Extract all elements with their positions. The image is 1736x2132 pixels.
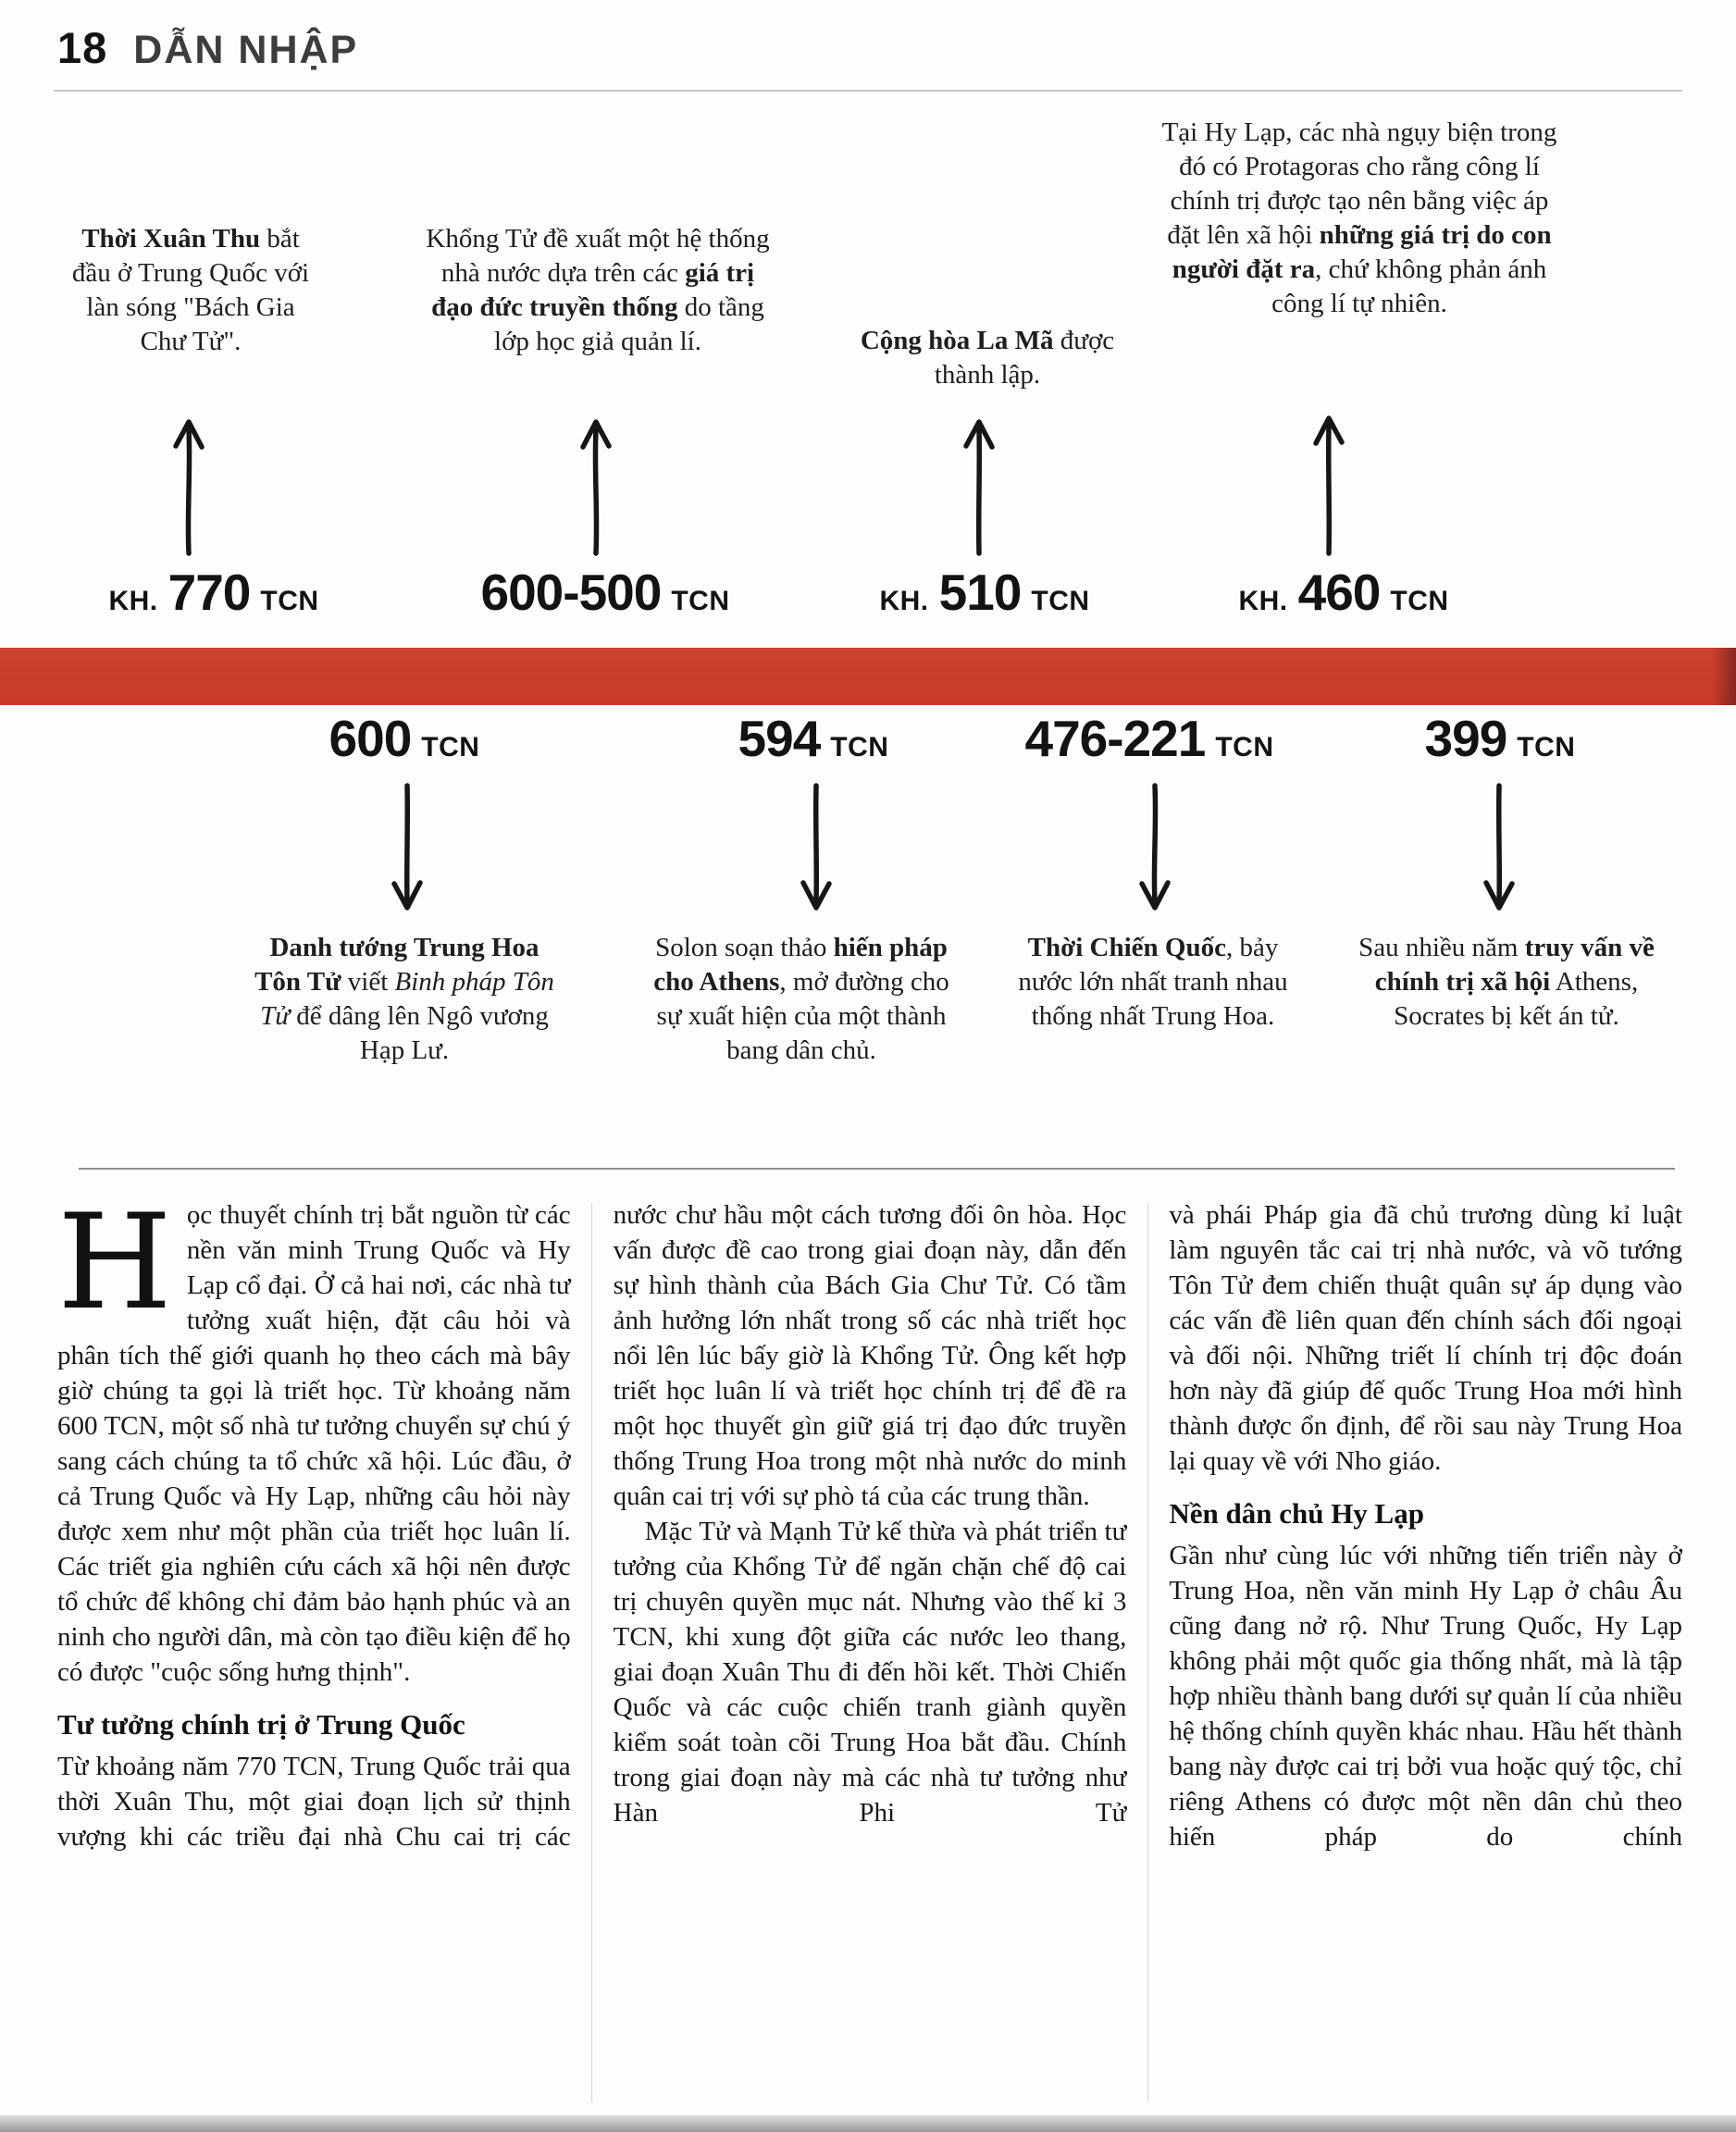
paragraph: Mặc Tử và Mạnh Tử kế thừa và phát triển tư tưởng của Khổng Tử để ngăn chặn chế độ cai trị chuyên quyền mục nát. Nhưng vào thế kỉ 3 TCN, khi xung đột giữa các nước leo thang, giai đoạn Xuân Thu đi đến hồi kết. Thời Chiến Quốc và các cuộc chiến tranh giành quyền kiểm soát toàn cõi Trung Hoa bắt đầu. Chính trong giai đoạn này mà các nhà tư tưởng như Hàn Phi Tử bbox=[613, 1517, 1127, 1828]
timeline-event-bottom-476-221: Thời Chiến Quốc, bảy nước lớn nhất tranh nhau thống nhất Trung Hoa. bbox=[1018, 933, 1288, 1031]
date-prefix: KH. bbox=[1238, 586, 1288, 616]
date-prefix: KH. bbox=[108, 586, 158, 616]
timeline-date-476-221 bbox=[1005, 709, 1294, 768]
page-header bbox=[57, 22, 358, 73]
paragraph: Từ khoảng năm 770 TCN, Trung Quốc trải qua thời Xuân Thu, một giai đoạn lịch sử thịnh vượng khi các triều đại nhà Chu cai trị các bbox=[57, 1752, 571, 1852]
date-era: TCN bbox=[1215, 732, 1274, 762]
timeline-event-bottom-399: Sau nhiều năm truy vấn về chính trị xã hội Athens, Socrates bị kết án tử. bbox=[1358, 933, 1655, 1031]
timeline-date-770 bbox=[94, 563, 333, 622]
timeline-date-600-500 bbox=[461, 563, 750, 622]
date-value: 399 bbox=[1424, 710, 1507, 767]
down-arrow-icon bbox=[1479, 782, 1519, 913]
date-value: 594 bbox=[738, 710, 821, 767]
timeline-date-594 bbox=[713, 709, 914, 768]
timeline-date-510 bbox=[863, 563, 1106, 622]
date-era: TCN bbox=[1031, 586, 1090, 616]
timeline-event-top-510: Cộng hòa La Mã được thành lập. bbox=[860, 326, 1115, 390]
up-arrow-icon bbox=[1308, 413, 1349, 557]
date-era: TCN bbox=[421, 732, 480, 762]
timeline-date-460 bbox=[1220, 563, 1468, 622]
date-prefix: KH. bbox=[879, 586, 929, 616]
subheading-china: Tư tưởng chính trị ở Trung Quốc bbox=[57, 1708, 465, 1741]
article-top-divider bbox=[79, 1168, 1675, 1170]
up-arrow-icon bbox=[576, 416, 616, 557]
down-arrow-icon bbox=[1135, 782, 1175, 913]
date-era: TCN bbox=[830, 732, 889, 762]
up-arrow-icon bbox=[959, 416, 999, 557]
date-value: 460 bbox=[1297, 564, 1381, 621]
timeline-event-top-770: Thời Xuân Thu bắt đầu ở Trung Quốc với làn sóng "Bách Gia Chư Tử". bbox=[71, 224, 310, 356]
date-value: 600 bbox=[329, 710, 412, 767]
intro-paragraph bbox=[57, 1197, 571, 1690]
timeline-date-600 bbox=[304, 709, 505, 768]
chapter-title: DẪN NHẬP bbox=[133, 28, 359, 72]
paragraph: Gần như cùng lúc với những tiến triển này ở Trung Hoa, nền văn minh Hy Lạp ở châu Âu cũng đang nở rộ. Như Trung Quốc, Hy Lạp không phải một quốc gia thống nhất, mà là tập hợp nhiều thành bang dưới sự quản lí của nhiều hệ thống chính quyền khác nhau. Hầu hết thành bang này được cai trị bởi vua hoặc quý tộc, chỉ riêng Athens có được một nền dân chủ theo hiến pháp do chính bbox=[1169, 1541, 1682, 1852]
timeline-event-bottom-600: Danh tướng Trung Hoa Tôn Tử viết Binh pháp Tôn Tử để dâng lên Ngô vương Hạp Lư. bbox=[254, 933, 554, 1065]
timeline-event-top-600-500: Khổng Tử đề xuất một hệ thống nhà nước dựa trên các giá trị đạo đức truyền thống do tầng lớp học giả quản lí. bbox=[426, 224, 770, 356]
down-arrow-icon bbox=[796, 782, 837, 913]
header-divider bbox=[54, 90, 1682, 92]
up-arrow-icon bbox=[168, 416, 209, 557]
date-era: TCN bbox=[260, 586, 319, 616]
timeline-date-399 bbox=[1397, 709, 1603, 768]
article-body bbox=[57, 1197, 1682, 2113]
date-era: TCN bbox=[1517, 732, 1576, 762]
date-era: TCN bbox=[1390, 586, 1449, 616]
date-value: 510 bbox=[938, 564, 1022, 621]
drop-cap: H bbox=[57, 1197, 172, 1339]
paragraph-text: ọc thuyết chính trị bắt nguồn từ các nền văn minh Trung Quốc và Hy Lạp cổ đại. Ở cả hai nơi, các nhà tư tưởng xuất hiện, đặt câu hỏi và phân tích thế giới quanh họ theo cách mà bây giờ chúng ta gọi là triết học. Từ khoảng năm 600 TCN, một số nhà tư tưởng chuyển sự chú ý sang cách chúng ta tổ chức xã hội. Lúc đầu, ở cả Trung Quốc và Hy Lạp, những câu hỏi này được xem như một phần của triết học luân lí. Các triết gia nghiên cứu cách xã hội nên được tổ chức để không chỉ đảm bảo hạnh phúc và an ninh cho người dân, mà còn tạo điều kiện để họ có được "cuộc sống hưng thịnh". bbox=[57, 1200, 571, 1687]
page-number: 18 bbox=[57, 23, 108, 72]
paragraph: và phái Pháp gia đã chủ trương dùng kỉ luật làm nguyên tắc cai trị nhà nước, và võ tướng Tôn Tử đem chiến thuật quân sự áp dụng vào các vấn đề liên quan đến chính sách đối ngoại và đối nội. Những triết lí chính trị độc đoán hơn này đã giúp đế quốc Trung Hoa mới hình thành được ổn định, để rồi sau này Trung Hoa lại quay về với Nho giáo. bbox=[1169, 1200, 1682, 1476]
article-column-3 bbox=[1169, 1197, 1682, 2113]
band-edge-shade bbox=[1712, 648, 1736, 705]
subheading-greece: Nền dân chủ Hy Lạp bbox=[1169, 1497, 1424, 1530]
article-column-1 bbox=[57, 1197, 571, 2113]
date-era: TCN bbox=[671, 586, 730, 616]
article-column-2 bbox=[614, 1197, 1127, 2113]
date-value: 476-221 bbox=[1024, 710, 1206, 767]
date-value: 600-500 bbox=[480, 564, 662, 621]
column-divider bbox=[1147, 1203, 1148, 2102]
page-bottom-edge bbox=[0, 2115, 1736, 2132]
timeline-event-bottom-594: Solon soạn thảo hiến pháp cho Athens, mở đường cho sự xuất hiện của một thành bang dân chủ. bbox=[653, 933, 949, 1065]
column-divider bbox=[591, 1203, 592, 2102]
timeline-band bbox=[0, 648, 1736, 705]
paragraph: nước chư hầu một cách tương đối ôn hòa. Học vấn được đề cao trong giai đoạn này, dẫn đến sự hình thành của Bách Gia Chư Tử. Có tầm ảnh hưởng lớn nhất trong số các nhà triết học nổi lên lúc bấy giờ là Khổng Tử. Ông kết hợp triết học luân lí và triết học chính trị để đề ra một học thuyết gìn giữ giá trị đạo đức truyền thống Trung Hoa trong một nhà nước do minh quân cai trị với sự phò tá của các trung thần. bbox=[613, 1200, 1127, 1511]
timeline-event-top-460: Tại Hy Lạp, các nhà ngụy biện trong đó có Protagoras cho rằng công lí chính trị được tạo nên bằng việc áp đặt lên xã hội những giá trị do con người đặt ra, chứ không phản ánh công lí tự nhiên. bbox=[1161, 118, 1557, 318]
date-value: 770 bbox=[167, 564, 251, 621]
down-arrow-icon bbox=[387, 782, 428, 913]
